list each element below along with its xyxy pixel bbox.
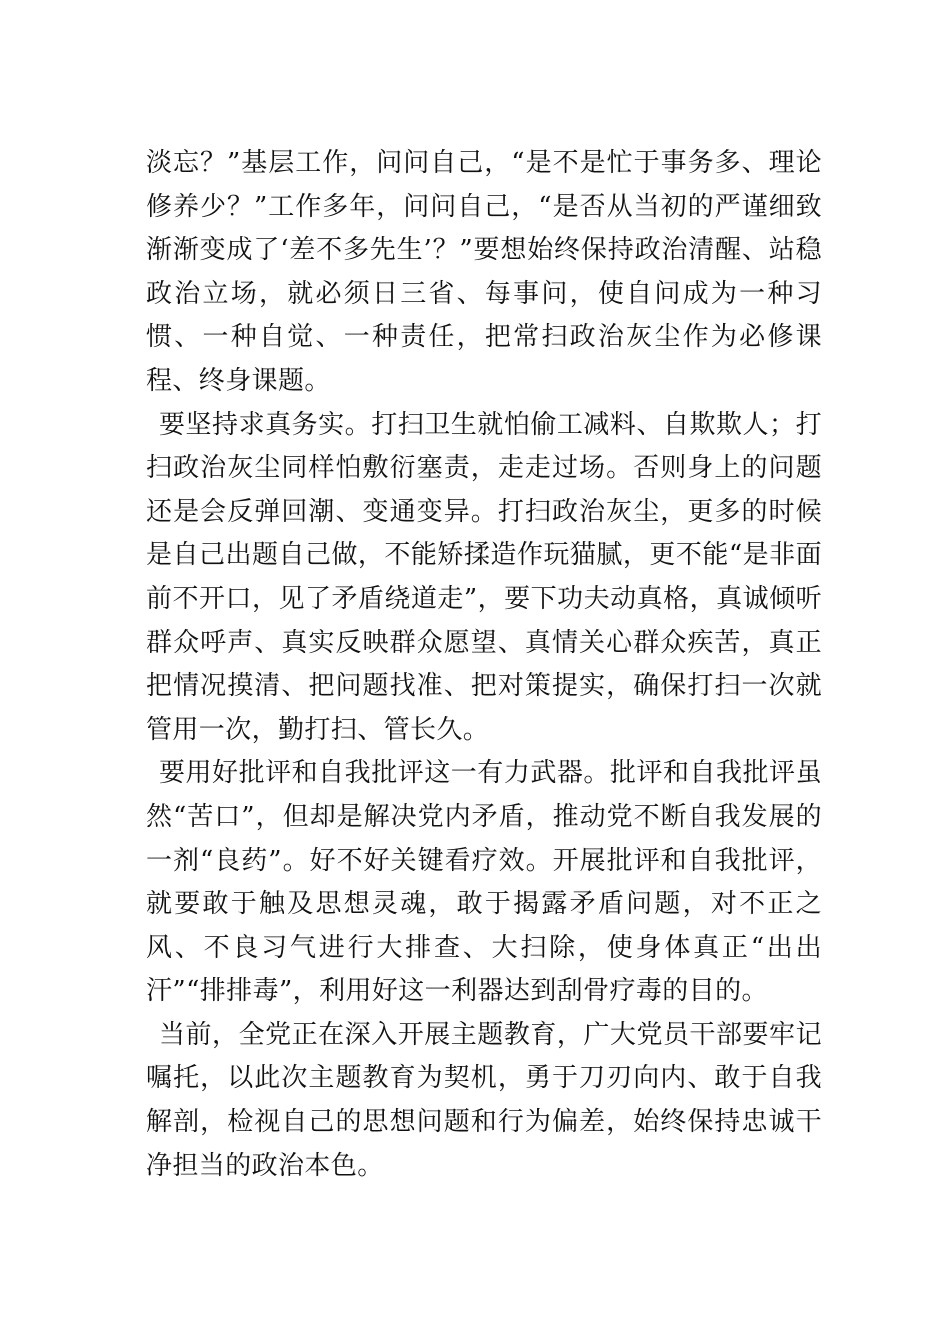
paragraph-criticism: 要用好批评和自我批评这一有力武器。批评和自我批评虽然“苦口”，但却是解决党内矛盾，推动党不断自我发展的一剂“良药”。好不好关键看疗效。开展批评和自我批评，就要敢于触及思想灵魂，敢于揭露矛盾问题，对不正之风、不良习气进行大排查、大扫除，使身体真正“出出汗”“排排毒”，利用好这一利器达到刮骨疗毒的目的。 (146, 758, 822, 1007)
paragraph-conclusion: 当前，全党正在深入开展主题教育，广大党员干部要牢记嘱托，以此次主题教育为契机，勇于刀刃向内、敢于自我解剖，检视自己的思想问题和行为偏差，始终保持忠诚干净担当的政治本色。 (146, 1019, 822, 1181)
document-body (146, 142, 822, 1188)
paragraph-seek-truth: 要坚持求真务实。打扫卫生就怕偷工减料、自欺欺人；打扫政治灰尘同样怕敷衍塞责，走走过场。否则身上的问题还是会反弹回潮、变通变异。打扫政治灰尘，更多的时候是自己出题自己做，不能矫揉造作玩猫腻，更不能“是非面前不开口，见了矛盾绕道走”，要下功夫动真格，真诚倾听群众呼声、真实反映群众愿望、真情关心群众疾苦，真正把情况摸清、把问题找准、把对策提实，确保打扫一次就管用一次，勤打扫、管长久。 (146, 409, 822, 745)
paragraph-continuation: 淡忘？”基层工作，问问自己，“是不是忙于事务多、理论修养少？”工作多年，问问自己，“是否从当初的严谨细致渐渐变成了‘差不多先生’？”要想始终保持政治清醒、站稳政治立场，就必须日三省、每事问，使自问成为一种习惯、一种自觉、一种责任，把常扫政治灰尘作为必修课程、终身课题。 (146, 148, 822, 396)
